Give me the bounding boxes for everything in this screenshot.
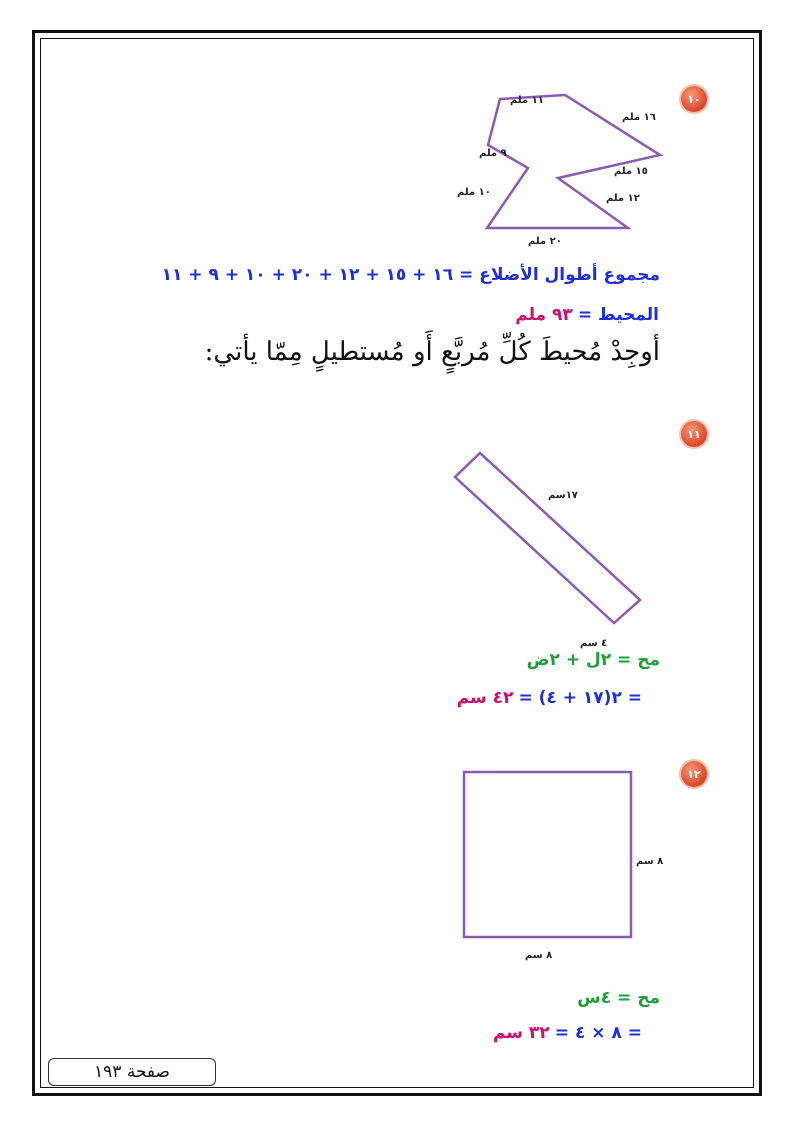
side-label-right: ٨ سم [636, 856, 664, 867]
problem-10-badge: ١٠ [681, 86, 707, 112]
side-label-20: ٢٠ ملم [528, 236, 562, 247]
side-label-16: ١٦ ملم [622, 112, 656, 123]
problem-11-calc: = ٢(١٧ + ٤) = [518, 688, 642, 708]
width-label: ٤ سم [580, 638, 608, 649]
problem-12-formula: مح = ٤س [577, 988, 660, 1008]
problem-11-badge: ١١ [681, 421, 707, 447]
sum-of-sides-line: مجموع أطوال الأضلاع = ١٦ + ١٥ + ١٢ + ٢٠ + ١٠ + ٩ + ١١ [161, 265, 660, 285]
side-label-10: ١٠ ملم [457, 187, 491, 198]
side-label-15: ١٥ ملم [614, 166, 648, 177]
square-shape [464, 772, 631, 937]
problem-11-result: ٤٢ سم [456, 688, 514, 708]
side-label-11: ١١ ملم [510, 95, 544, 106]
problem-12-result: ٣٢ سم [492, 1023, 550, 1043]
problem-12-calc-line [493, 1023, 642, 1043]
length-label: ١٧سم [548, 490, 578, 501]
problem-11-formula: مح = ٢ل + ٢ض [526, 650, 660, 670]
problem-12-badge: ١٢ [681, 761, 707, 787]
problem-12-calc: = ٨ × ٤ = [554, 1023, 642, 1043]
instruction-heading: أوجِدْ مُحيطَ كُلِّ مُربَّعٍ أَو مُستطيلٍ مِمّا يأتي: [204, 337, 660, 367]
perimeter-value: ٩٣ ملم [515, 305, 573, 325]
side-label-12: ١٢ ملم [606, 193, 640, 204]
side-label-9: ٩ ملم [479, 148, 507, 159]
side-label-bottom: ٨ سم [525, 950, 553, 961]
page-number-label: صفحة ١٩٣ [48, 1058, 216, 1086]
perimeter-label: المحيط = [577, 305, 659, 325]
